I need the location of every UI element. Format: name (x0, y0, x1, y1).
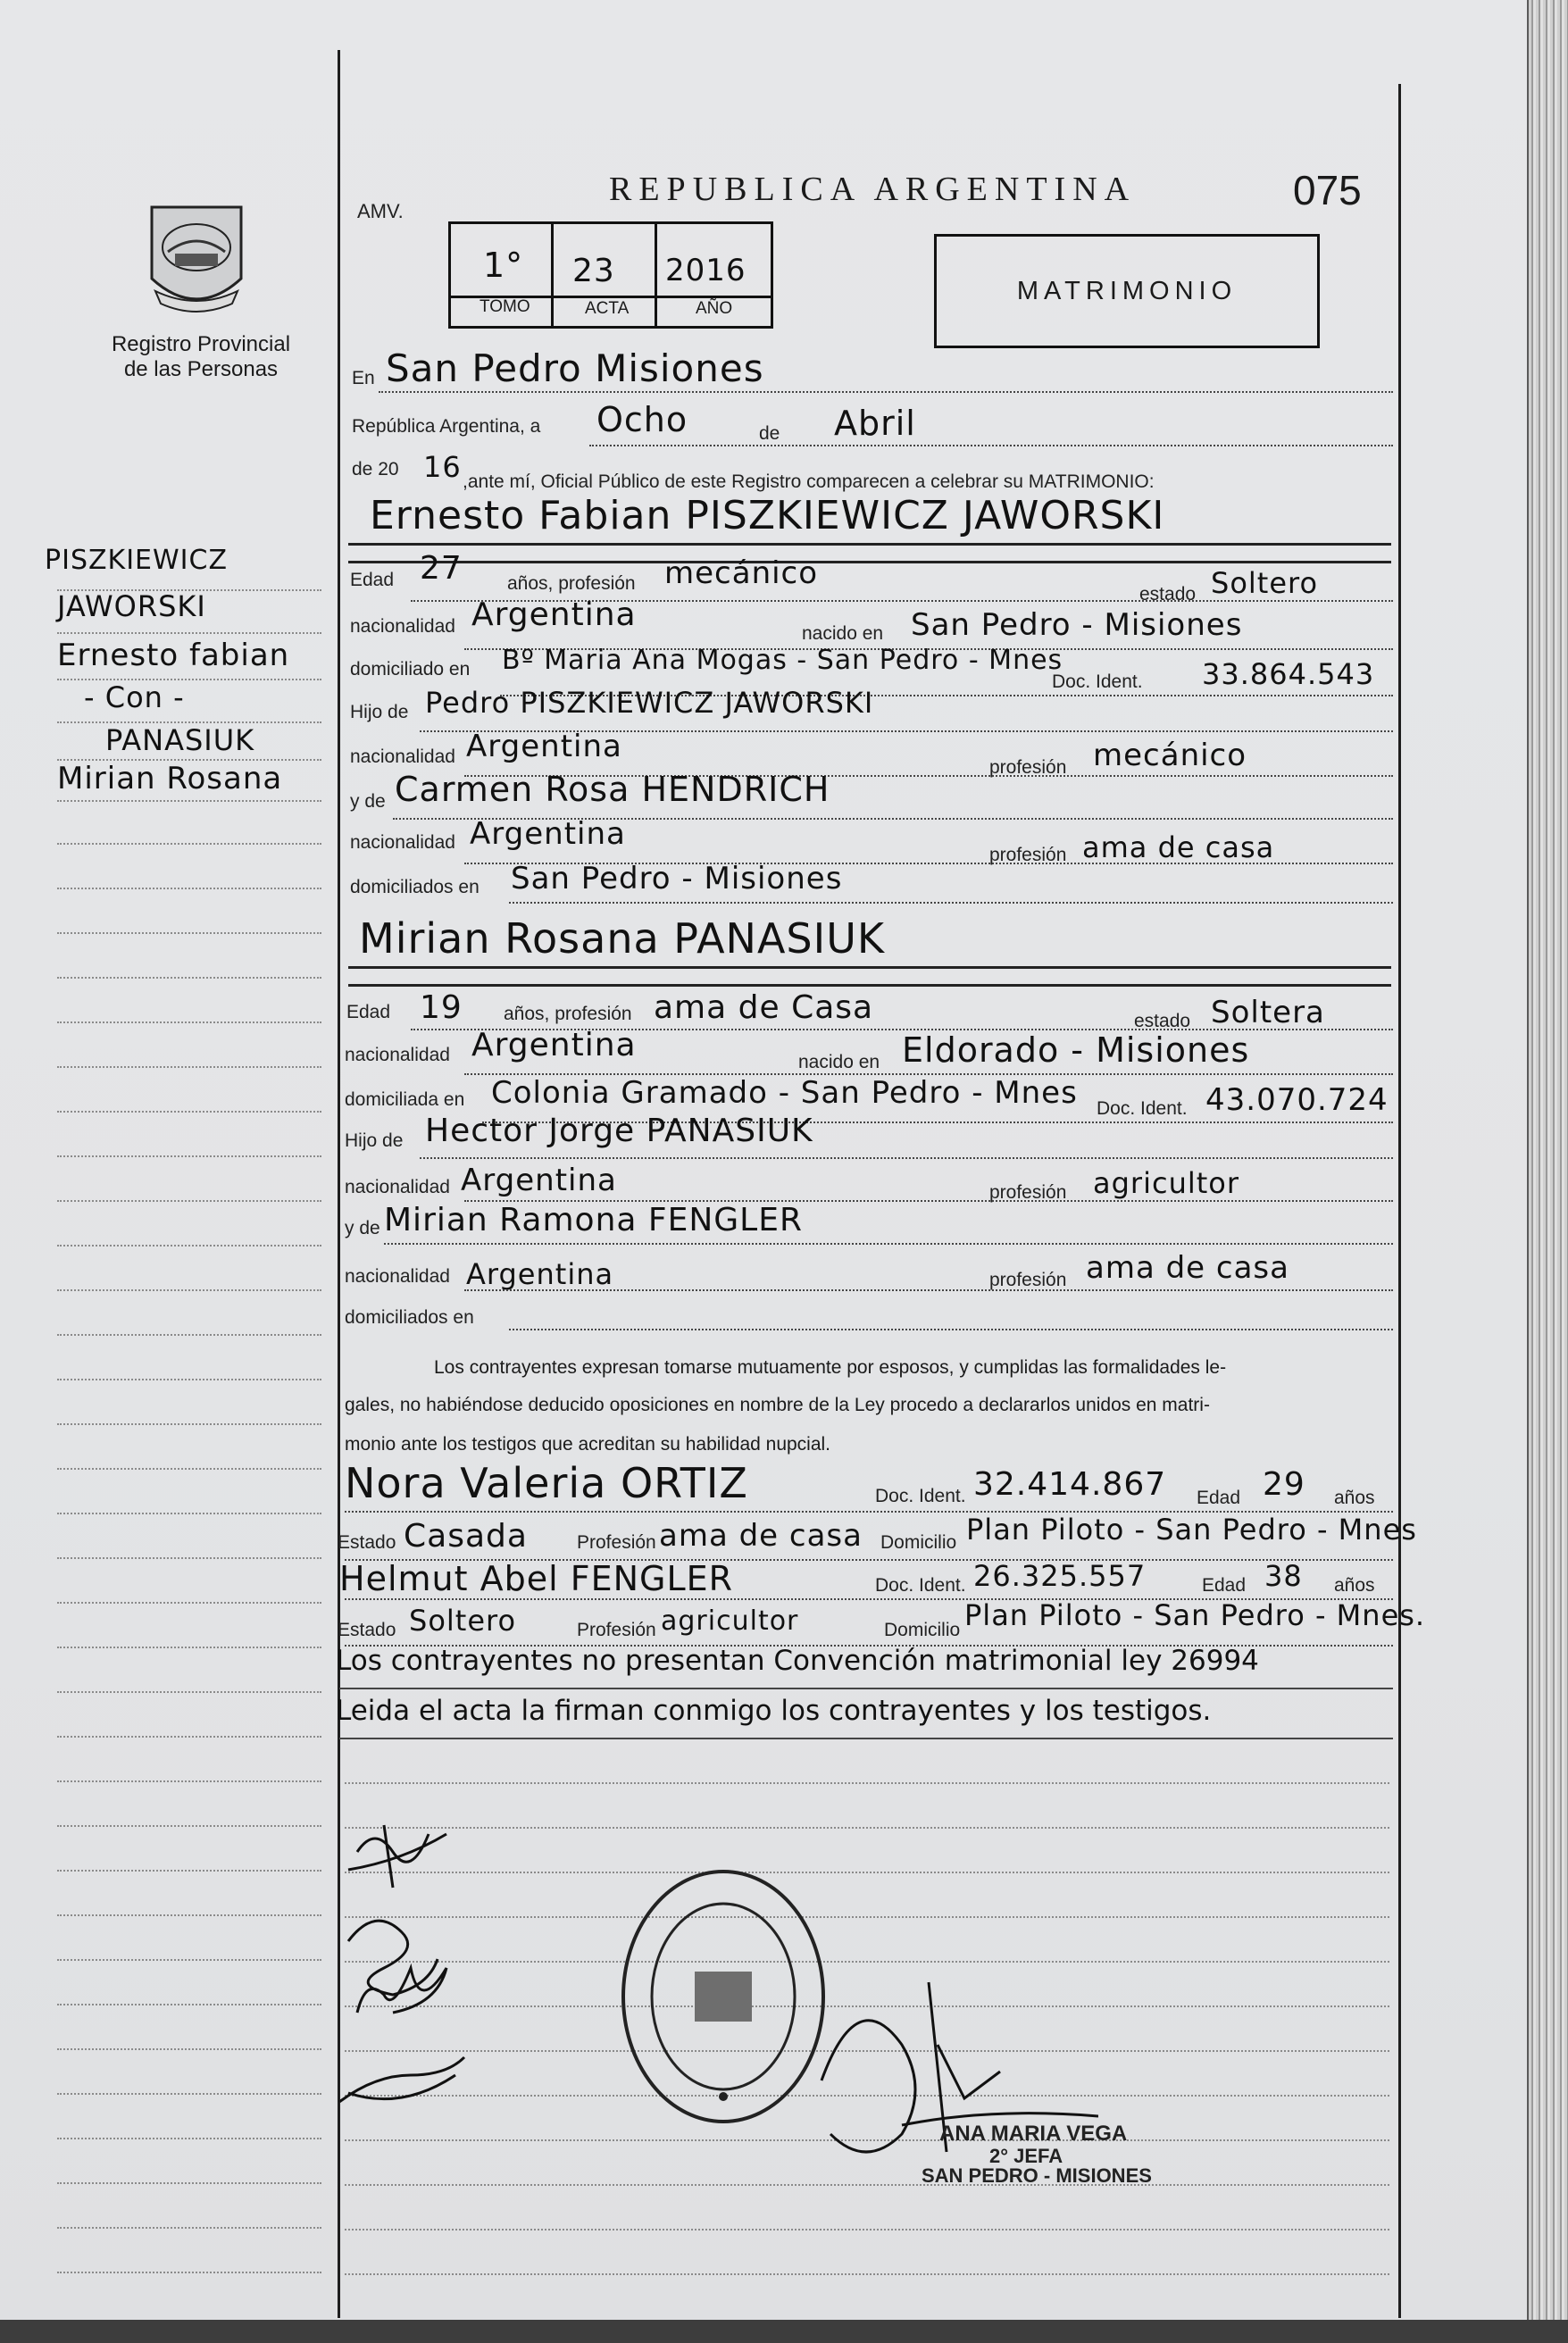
year-suffix: 16 (423, 450, 462, 484)
groom-padres-dom: San Pedro - Misiones (511, 861, 843, 896)
bride-edad-label: Edad (346, 1002, 391, 1022)
margin-rule (57, 2272, 321, 2273)
margin-line-2: JAWORSKI (57, 589, 206, 623)
margin-rule (57, 1513, 321, 1514)
groom-madre: Carmen Rosa HENDRICH (395, 770, 830, 809)
groom-profesion: mecánico (664, 555, 819, 591)
tomo-label: TOMO (480, 297, 530, 316)
margin-rule (57, 632, 321, 634)
bride-padre-prof: agricultor (1093, 1166, 1240, 1200)
initials: AMV. (357, 200, 404, 222)
margin-line-5: PANASIUK (105, 723, 255, 757)
margin-rule (57, 1111, 321, 1113)
blank-rule (345, 2184, 1389, 2186)
blank-rule (345, 2229, 1389, 2230)
margin-rule (57, 1959, 321, 1961)
blank-rule (345, 1782, 1389, 1784)
acta-value: 23 (572, 253, 615, 289)
witness-2-profesion: agricultor (661, 1605, 799, 1637)
bride-doc: 43.070.724 (1205, 1082, 1389, 1118)
declaration-line-3: monio ante los testigos que acreditan su habilidad nupcial. (345, 1434, 831, 1455)
witness-2-estado-label: Estado (338, 1620, 396, 1640)
margin-rule (57, 1245, 321, 1247)
bride-nac-label: nacionalidad (345, 1045, 450, 1065)
bride-nacido-label: nacido en (798, 1052, 880, 1072)
witness-1-estado: Casada (404, 1518, 528, 1555)
bride-dom-label: domiciliada en (345, 1089, 465, 1110)
groom-doc: 33.864.543 (1202, 657, 1375, 691)
margin-rule (57, 1780, 321, 1782)
margin-rule (57, 2182, 321, 2184)
witness-1-anos-label: años (1334, 1488, 1375, 1508)
acta-label: ACTA (585, 299, 630, 318)
witness-2-dom-label: Domicilio (884, 1620, 961, 1640)
bride-name: Mirian Rosana PANASIUK (359, 914, 886, 963)
margin-rule (57, 1379, 321, 1380)
blank-rule (345, 1827, 1389, 1829)
blank-rule (345, 1961, 1389, 1963)
margin-rule (57, 1468, 321, 1470)
groom-padres-dom-label: domiciliados en (350, 877, 480, 897)
blank-rule (345, 2273, 1389, 2275)
groom-padre-prof: mecánico (1093, 738, 1247, 773)
bride-padre-nac: Argentina (461, 1163, 617, 1198)
official-role: 2° JEFA (989, 2145, 1063, 2167)
witness-2-edad: 38 (1264, 1559, 1303, 1593)
year-prefix: de 20 (352, 459, 399, 479)
groom-estado: Soltero (1211, 566, 1319, 600)
witness-1-profesion: ama de casa (659, 1518, 863, 1554)
groom-nacido-en: San Pedro - Misiones (911, 607, 1243, 643)
right-column-rule (1398, 84, 1401, 2318)
desk-shadow (0, 2320, 1568, 2343)
margin-rule (57, 1647, 321, 1648)
witness-2-doc: 26.325.557 (973, 1559, 1147, 1593)
witness-2-anos-label: años (1334, 1575, 1375, 1596)
place-value: San Pedro Misiones (386, 346, 764, 390)
tomo-acta-anio-box (448, 221, 773, 329)
groom-dom-label: domiciliado en (350, 659, 471, 680)
province-seal-icon (143, 198, 250, 321)
note-line-1: Los contrayentes no presentan Convención matrimonial ley 26994 (336, 1645, 1259, 1677)
witness-1-dom-label: Domicilio (880, 1532, 957, 1553)
day-value: Ocho (596, 400, 688, 439)
margin-rule (57, 2138, 321, 2139)
margin-line-6: Mirian Rosana (57, 761, 283, 796)
signatures-icon (330, 1807, 482, 2129)
groom-doc-label: Doc. Ident. (1052, 671, 1143, 692)
witness-2-estado: Soltero (409, 1604, 517, 1638)
margin-rule (57, 1736, 321, 1738)
bride-anos-label: años, profesión (504, 1004, 632, 1024)
groom-anos-label: años, profesión (507, 573, 636, 594)
intro-clause: ,ante mí, Oficial Público de este Registro comparecen a celebrar su MATRIMONIO: (463, 471, 1155, 492)
witness-1-name: Nora Valeria ORTIZ (345, 1459, 748, 1507)
bride-nacionalidad: Argentina (471, 1027, 637, 1063)
margin-rule (57, 1557, 321, 1559)
margin-rule (57, 1066, 321, 1068)
blank-rule (345, 1872, 1389, 1873)
bride-nacido-en: Eldorado - Misiones (902, 1030, 1250, 1070)
groom-edad-label: Edad (350, 570, 395, 590)
witness-1-domicilio: Plan Piloto - San Pedro - Mnes (966, 1513, 1417, 1547)
bride-doc-label: Doc. Ident. (1097, 1098, 1188, 1119)
en-label: En (352, 368, 375, 388)
witness-1-doc-label: Doc. Ident. (875, 1486, 966, 1506)
margin-rule (57, 1423, 321, 1425)
margin-rule (57, 1289, 321, 1291)
bride-padre-prof-label: profesión (989, 1182, 1067, 1203)
margin-rule (57, 2048, 321, 2050)
margin-rule (57, 888, 321, 889)
margin-rule (57, 843, 321, 845)
margin-rule (57, 932, 321, 934)
official-name: ANA MARIA VEGA (939, 2122, 1128, 2146)
note-line-2: Leida el acta la firman conmigo los contrayentes y los testigos. (336, 1695, 1212, 1727)
bride-yde-label: y de (345, 1218, 380, 1238)
groom-padre-nac: Argentina (466, 729, 622, 764)
margin-rule (57, 1021, 321, 1023)
groom-nacionalidad: Argentina (471, 596, 637, 633)
registry-name: Registro Provincial de las Personas (111, 332, 291, 381)
margin-line-4: - Con - (84, 680, 185, 714)
margin-line-1: PISZKIEWICZ (45, 545, 229, 576)
margin-line-3: Ernesto fabian (57, 638, 290, 673)
margin-rule (57, 679, 321, 680)
margin-rule (57, 1870, 321, 1872)
margin-rule (57, 1691, 321, 1693)
bride-madre: Mirian Ramona FENGLER (384, 1202, 803, 1238)
groom-padre-nac-label: nacionalidad (350, 746, 455, 767)
folio-number: 075 (1293, 167, 1362, 213)
bride-hijo-label: Hijo de (345, 1130, 404, 1151)
groom-nacido-label: nacido en (802, 623, 884, 644)
bride-profesion: ama de Casa (654, 989, 874, 1026)
blank-rule (345, 1916, 1389, 1918)
groom-madre-nac-label: nacionalidad (350, 832, 455, 853)
margin-rule (57, 977, 321, 979)
bride-madre-nac-label: nacionalidad (345, 1266, 450, 1287)
margin-rule (57, 1914, 321, 1916)
witness-1-edad: 29 (1263, 1466, 1305, 1503)
record-type: MATRIMONIO (934, 234, 1320, 348)
margin-rule (57, 2004, 321, 2005)
witness-2-doc-label: Doc. Ident. (875, 1575, 966, 1596)
margin-rule (57, 1825, 321, 1827)
page-stack-edge (1529, 0, 1568, 2343)
bride-edad: 19 (420, 989, 463, 1026)
bride-madre-prof-label: profesión (989, 1270, 1067, 1290)
republica-label: República Argentina, a (352, 416, 541, 437)
groom-hijo-label: Hijo de (350, 702, 409, 722)
witness-1-prof-label: Profesión (577, 1532, 656, 1553)
groom-madre-nac: Argentina (470, 816, 626, 852)
witness-2-domicilio: Plan Piloto - San Pedro - Mnes. (964, 1598, 1426, 1632)
groom-domicilio: Bº Maria Ana Mogas - San Pedro - Mnes (502, 645, 1063, 676)
official-office: SAN PEDRO - MISIONES (922, 2164, 1152, 2187)
country-title: REPUBLICA ARGENTINA (609, 171, 1137, 208)
margin-rule (57, 1200, 321, 1202)
bride-padre-nac-label: nacionalidad (345, 1177, 450, 1197)
bride-estado: Soltera (1211, 995, 1325, 1030)
witness-1-edad-label: Edad (1197, 1488, 1241, 1508)
margin-rule (57, 721, 321, 723)
groom-madre-prof: ama de casa (1082, 830, 1275, 864)
witness-1-estado-label: Estado (338, 1532, 396, 1553)
declaration-line-1: Los contrayentes expresan tomarse mutuamente por esposos, y cumplidas las formalidades le- (434, 1357, 1227, 1378)
anio-value: 2016 (665, 253, 746, 288)
margin-rule (57, 800, 321, 802)
groom-nac-label: nacionalidad (350, 616, 455, 637)
declaration-line-2: gales, no habiéndose deducido oposiciones en nombre de la Ley procedo a declararlos unidos en matri- (345, 1395, 1210, 1415)
groom-padre: Pedro PISZKIEWICZ JAWORSKI (425, 686, 874, 720)
bride-padre: Hector Jorge PANASIUK (425, 1113, 813, 1149)
margin-rule (57, 1155, 321, 1157)
groom-name: Ernesto Fabian PISZKIEWICZ JAWORSKI (370, 493, 1165, 538)
bride-domicilio: Colonia Gramado - San Pedro - Mnes (491, 1075, 1078, 1111)
anio-label: AÑO (696, 299, 733, 318)
bride-estado-label: estado (1134, 1011, 1191, 1031)
witness-1-doc: 32.414.867 (973, 1466, 1167, 1503)
de-label: de (759, 423, 780, 444)
month-value: Abril (834, 404, 916, 443)
groom-madre-prof-label: profesión (989, 845, 1067, 865)
groom-edad: 27 (420, 550, 463, 587)
bride-madre-nac: Argentina (466, 1257, 614, 1291)
witness-2-prof-label: Profesión (577, 1620, 656, 1640)
margin-rule (57, 1334, 321, 1336)
groom-estado-label: estado (1139, 584, 1197, 605)
bride-madre-prof: ama de casa (1086, 1250, 1289, 1286)
groom-padre-prof-label: profesión (989, 757, 1067, 778)
tomo-value: 1° (483, 246, 524, 285)
witness-2-name: Helmut Abel FENGLER (339, 1559, 734, 1598)
margin-rule (57, 2227, 321, 2229)
margin-rule (57, 1602, 321, 1604)
margin-rule (57, 759, 321, 761)
bride-padres-dom-label: domiciliados en (345, 1307, 474, 1328)
margin-rule (57, 589, 321, 591)
witness-2-edad-label: Edad (1202, 1575, 1247, 1596)
margin-rule (57, 2093, 321, 2095)
groom-yde-label: y de (350, 791, 386, 812)
